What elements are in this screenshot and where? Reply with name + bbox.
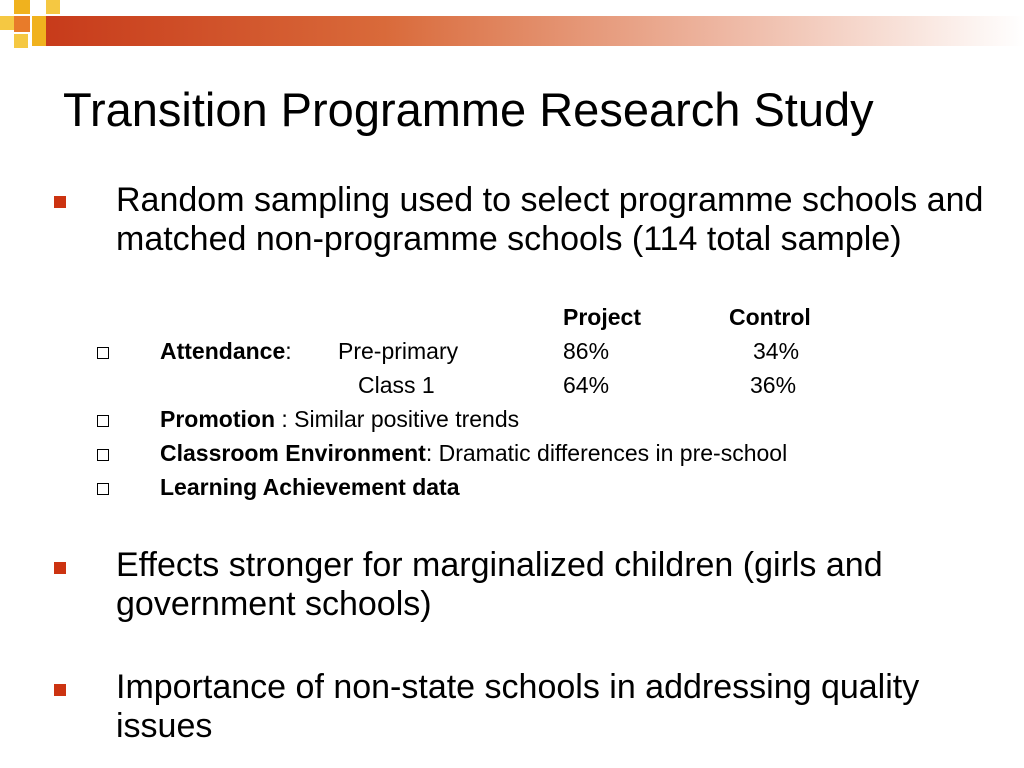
subitem-promotion <box>160 405 519 433</box>
attendance-label <box>160 337 292 365</box>
column-header-project: Project <box>563 304 641 330</box>
subitem-bold: Promotion <box>160 406 275 432</box>
row-label-pre-primary: Pre-primary <box>338 338 459 364</box>
subitem-bold: Learning Achievement data <box>160 474 460 500</box>
bullet-text: Random sampling used to select programme schools and matched non-programme schools (114 total sample) <box>116 181 984 258</box>
checkbox-icon <box>97 483 109 495</box>
cell-control-class-1: 36% <box>750 372 797 398</box>
cell-control-pre-primary: 34% <box>753 338 800 364</box>
attendance-label-bold: Attendance <box>160 338 286 364</box>
cell-project-class-1: 64% <box>563 372 610 398</box>
checkbox-icon <box>97 347 109 359</box>
decor-square-orange-low <box>14 34 28 48</box>
decor-square-gold-bottom <box>32 32 46 46</box>
bullet-marker <box>54 562 66 574</box>
decor-square-gold-right <box>46 0 60 14</box>
decor-square-gold-top <box>14 0 30 14</box>
bullet-text: Effects stronger for marginalized children (girls and government schools) <box>116 546 883 623</box>
checkbox-icon <box>97 415 109 427</box>
subitem-rest: : Dramatic differences in pre-school <box>425 440 788 466</box>
cell-project-pre-primary: 86% <box>563 338 610 364</box>
decor-square-orange <box>14 16 30 32</box>
attendance-sep: : <box>285 338 292 364</box>
bullet-marker <box>54 684 66 696</box>
bullet-marker <box>54 196 66 208</box>
subitem-bold: Classroom Environment <box>160 440 426 466</box>
subitem-rest: : Similar positive trends <box>275 406 520 432</box>
decor-square-gold-mid <box>32 16 46 32</box>
decor-square-gold-left <box>0 16 14 30</box>
row-label-class-1: Class 1 <box>358 372 435 398</box>
column-header-control: Control <box>729 304 811 330</box>
header-gradient-bar <box>40 16 1024 46</box>
slide-title: Transition Programme Research Study <box>63 83 874 136</box>
subitem-classroom-environment <box>160 439 787 467</box>
checkbox-icon <box>97 449 109 461</box>
subitem-learning-achievement <box>160 473 460 501</box>
bullet-text: Importance of non-state schools in addressing quality issues <box>116 668 920 745</box>
